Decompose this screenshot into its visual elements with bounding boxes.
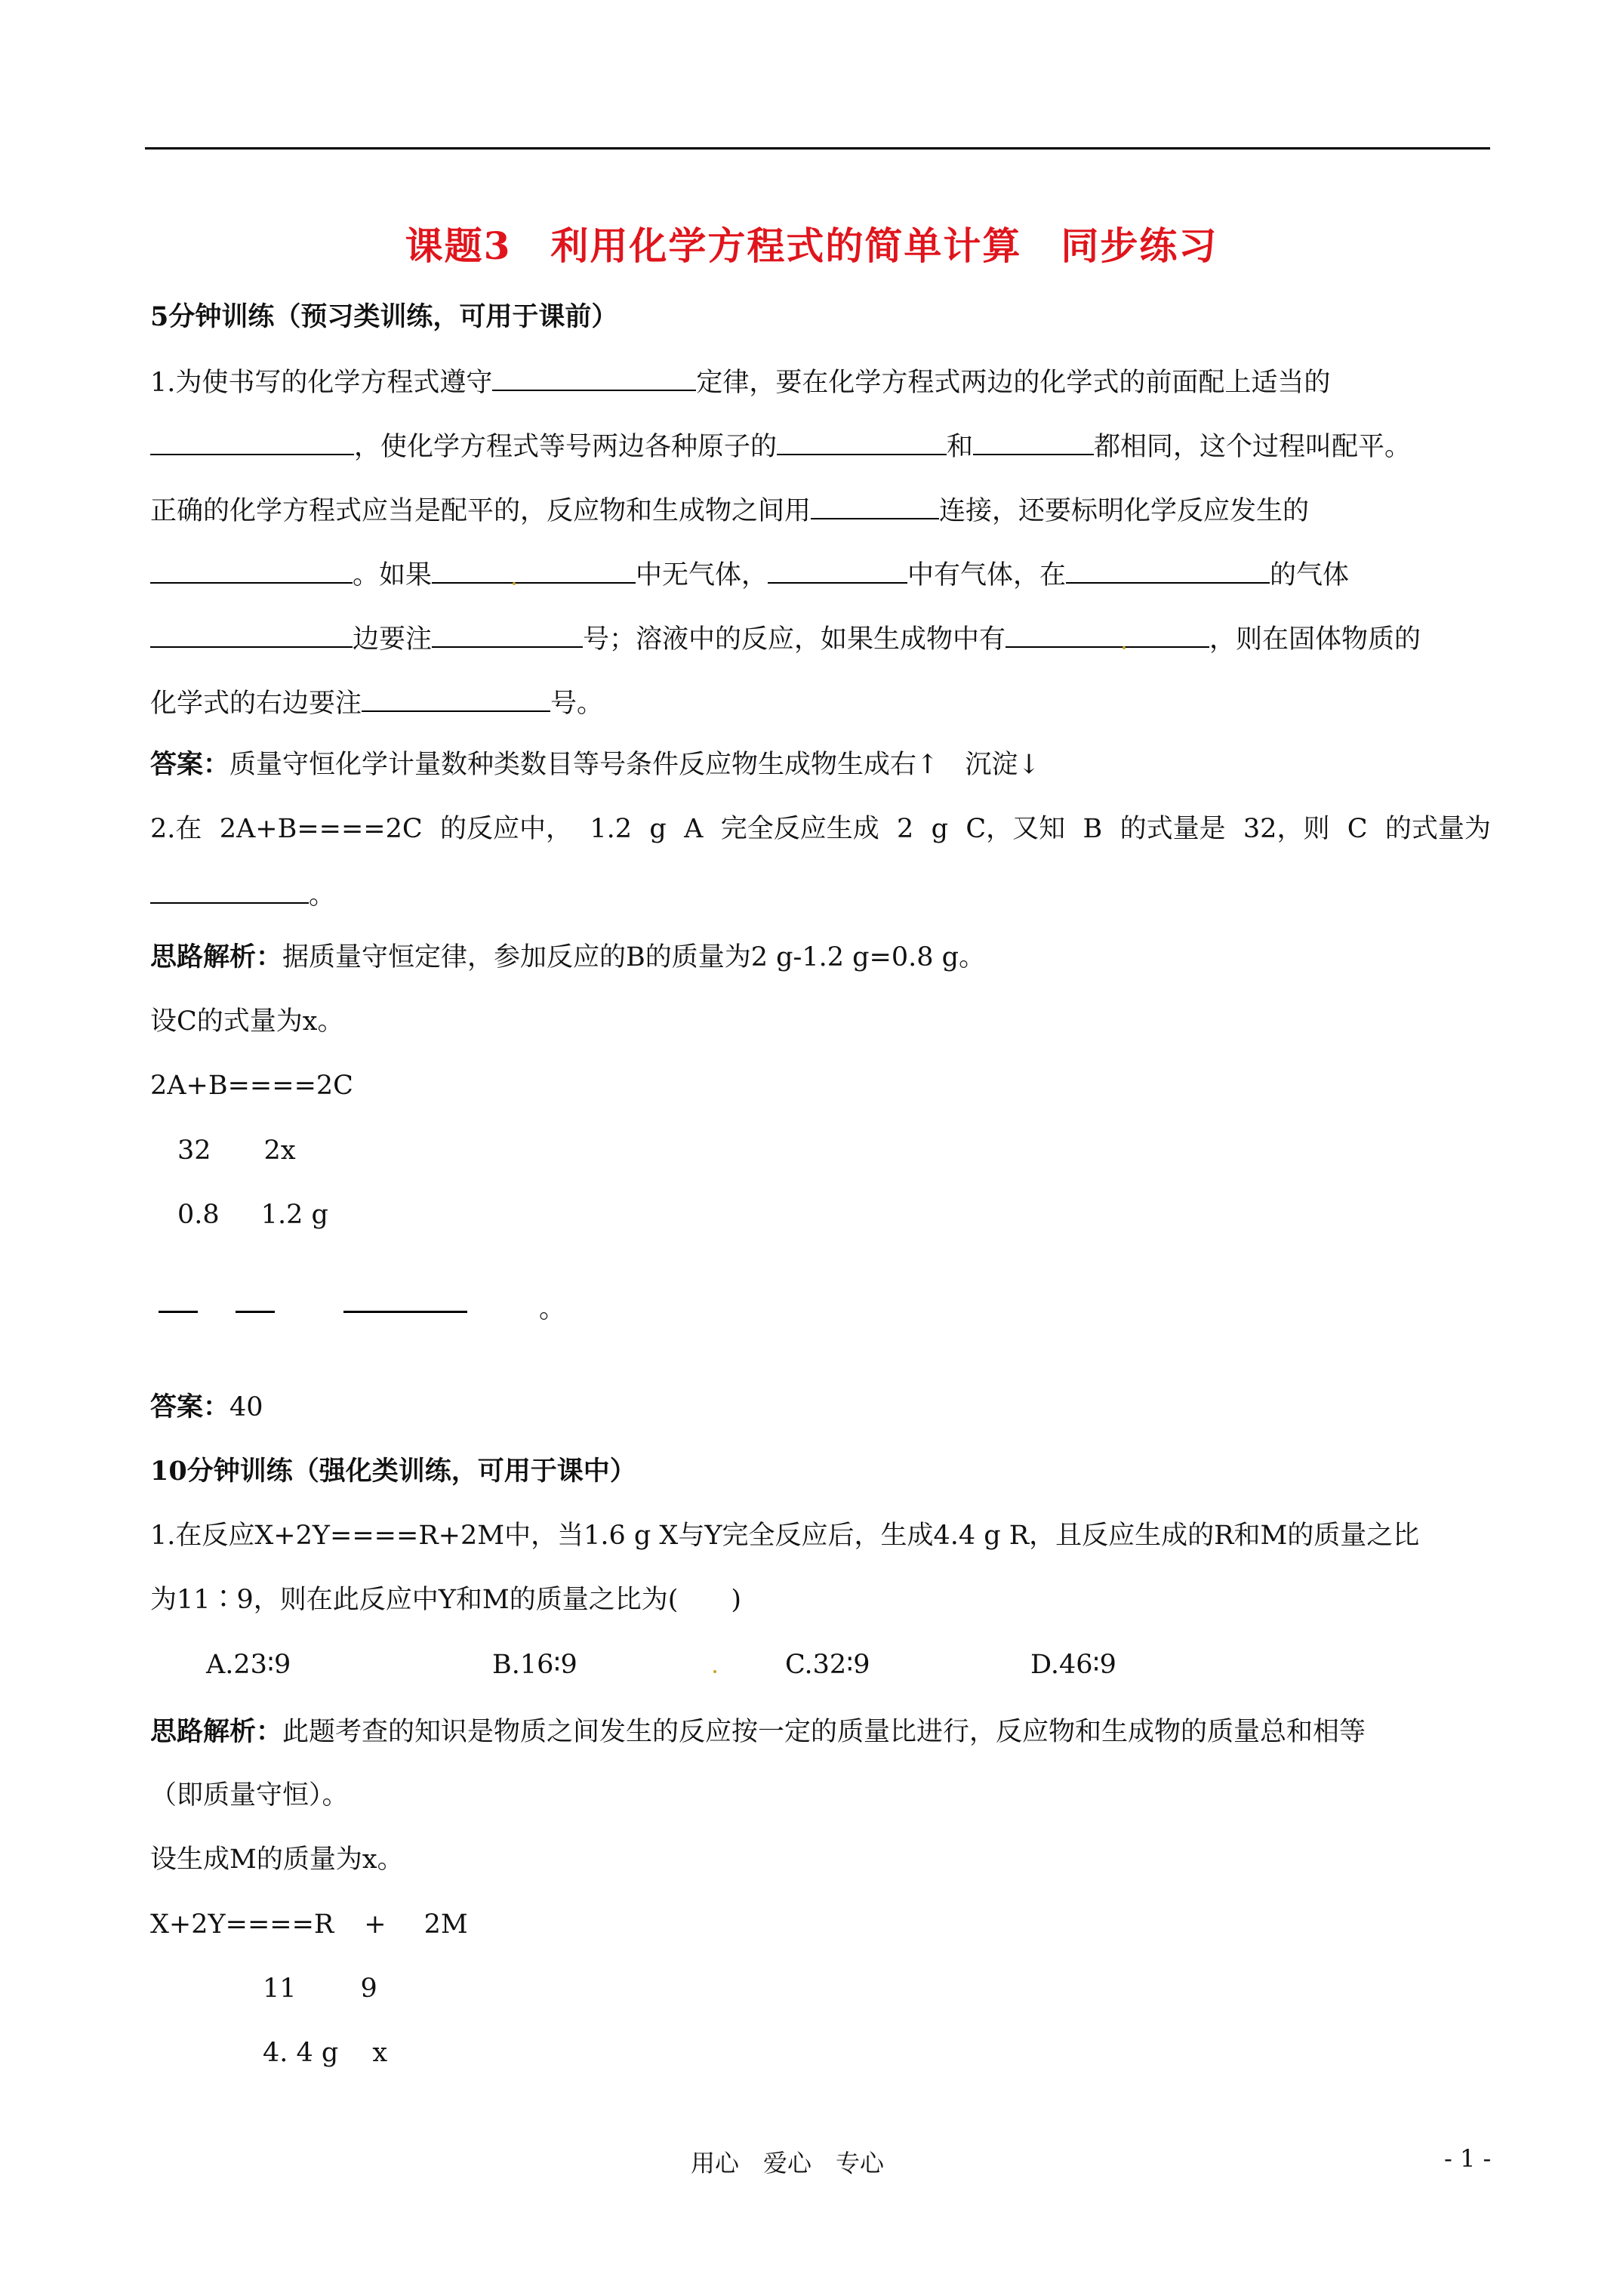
fraction-bar bbox=[343, 1311, 467, 1313]
ratio-value: 4. 4 g bbox=[263, 2038, 339, 2068]
answer-label: 答案： bbox=[150, 749, 230, 780]
blank bbox=[432, 621, 583, 648]
q1-text: 定律，要在化学方程式两边的化学式的前面配上适当的 bbox=[696, 368, 1331, 398]
q1-line-3 bbox=[150, 492, 1309, 528]
ratio-value: 2x bbox=[263, 1136, 296, 1166]
scan-speck bbox=[713, 1670, 716, 1673]
answer-text: 质量守恒化学计量数种类数目等号条件反应物生成物生成右↑ 沉淀↓ bbox=[229, 750, 1040, 780]
solution-3 bbox=[150, 1715, 1366, 1749]
scan-speck bbox=[513, 582, 516, 585]
q1-text: 号；溶液中的反应，如果生成物中有 bbox=[583, 624, 1006, 655]
choice-c: C.32∶9 bbox=[785, 1650, 870, 1680]
q1-text: 连接，还要标明化学反应发生的 bbox=[939, 496, 1310, 526]
q2-line-2 bbox=[150, 877, 335, 912]
q2-text: C bbox=[1347, 814, 1368, 844]
page-title: 课题3 利用化学方程式的简单计算 同步练习 bbox=[405, 223, 1218, 268]
q1-text: 都相同，这个过程叫配平。 bbox=[1094, 432, 1412, 462]
ratio-value: x bbox=[372, 2038, 388, 2068]
answer-text: 40 bbox=[229, 1392, 263, 1422]
section-heading-1: 5分钟训练（预习类训练，可用于课前） bbox=[150, 301, 618, 332]
blank bbox=[432, 556, 636, 584]
q2-text: 完全反应生成 bbox=[720, 814, 879, 844]
equation-3 bbox=[150, 1908, 468, 1941]
blank bbox=[1006, 621, 1209, 648]
q2-text: A bbox=[684, 814, 704, 844]
page-number: - 1 - bbox=[1444, 2144, 1492, 2173]
header-rule bbox=[145, 147, 1490, 149]
q1-line-2 bbox=[150, 428, 1411, 464]
footer-motto: 用心 爱心 专心 bbox=[691, 2149, 885, 2177]
solution-2-set: 设C的式量为x。 bbox=[150, 1006, 344, 1037]
q1-line-4 bbox=[150, 556, 1349, 592]
q2-text: 32，则 bbox=[1243, 814, 1330, 844]
solution-3-cont: （即质量守恒）。 bbox=[150, 1780, 349, 1811]
blank bbox=[1066, 556, 1270, 584]
choice-a: A.23∶9 bbox=[206, 1650, 291, 1680]
q2-text: 1.2 bbox=[590, 814, 633, 844]
ratio-value: 1.2 g bbox=[260, 1200, 328, 1230]
q2-text: 的式量是 bbox=[1119, 814, 1226, 844]
blank bbox=[811, 492, 939, 519]
ratio-value: 11 bbox=[263, 1974, 297, 2004]
ratio-value: 32 bbox=[177, 1136, 211, 1166]
q2-text: 2A+B====2C bbox=[219, 814, 423, 844]
blank bbox=[150, 877, 309, 904]
q3-line-2: 为11∶9，则在此反应中Y和M的质量之比为( ) bbox=[150, 1585, 742, 1615]
answer-1 bbox=[150, 748, 1040, 781]
q1-text: 边要注 bbox=[353, 624, 433, 655]
equation-text: + bbox=[364, 1909, 387, 1940]
solution-text: 此题考查的知识是物质之间发生的反应按一定的质量比进行，反应物和生成物的质量总和相等 bbox=[282, 1717, 1366, 1747]
equation-2-end: 。 bbox=[539, 1294, 566, 1324]
solution-text: 据质量守恒定律，参加反应的B的质量为2 g-1.2 g=0.8 g。 bbox=[282, 942, 986, 972]
q2-line-1 bbox=[150, 812, 1491, 846]
q2-text: 的式量为 bbox=[1384, 814, 1491, 844]
equation-text: X+2Y====R bbox=[150, 1909, 334, 1940]
ratio-value: 0.8 bbox=[177, 1200, 220, 1230]
equation-3-row-1 bbox=[263, 1972, 377, 2005]
q2-text: 。 bbox=[309, 880, 336, 911]
q1-text: 。如果 bbox=[353, 560, 433, 590]
q1-text: ，则在固体物质的 bbox=[1209, 624, 1421, 655]
q3-line-1: 1.在反应X+2Y====R+2M中，当1.6 g X与Y完全反应后，生成4.4 g R，且反应生成的R和M的质量之比 bbox=[150, 1521, 1420, 1551]
choice-d: D.46∶9 bbox=[1030, 1650, 1116, 1680]
q1-text: 中有气体，在 bbox=[907, 560, 1067, 590]
q1-line-5 bbox=[150, 621, 1421, 656]
answer-label: 答案： bbox=[150, 1391, 230, 1422]
equation-3-row-2 bbox=[263, 2036, 387, 2069]
scan-speck bbox=[1123, 646, 1126, 649]
q2-text: 2 bbox=[897, 814, 914, 844]
equation-2-row-2 bbox=[177, 1198, 328, 1231]
q2-text: 的反应中， bbox=[440, 814, 573, 844]
equation-text: 2M bbox=[423, 1909, 468, 1940]
solution-2 bbox=[150, 941, 985, 974]
q1-line-1 bbox=[150, 364, 1330, 399]
q2-text: B bbox=[1083, 814, 1103, 844]
blank bbox=[973, 428, 1094, 455]
q1-text: 和 bbox=[947, 432, 974, 462]
fraction-bar bbox=[236, 1311, 275, 1313]
q1-text: 中无气体， bbox=[636, 560, 768, 590]
q2-text: g bbox=[931, 814, 949, 844]
equation-2-row-1 bbox=[177, 1134, 296, 1167]
equation-2: 2A+B====2C bbox=[150, 1071, 353, 1101]
solution-3-set: 设生成M的质量为x。 bbox=[150, 1845, 404, 1875]
blank bbox=[777, 428, 947, 455]
blank bbox=[362, 685, 550, 712]
q2-text: 2.在 bbox=[150, 814, 202, 844]
blank bbox=[150, 556, 353, 584]
solution-label: 思路解析： bbox=[150, 942, 283, 972]
blank bbox=[492, 364, 696, 391]
q1-text: 的气体 bbox=[1270, 560, 1350, 590]
q1-text: 号。 bbox=[550, 689, 604, 719]
blank bbox=[150, 621, 353, 648]
fraction-bar bbox=[159, 1311, 198, 1313]
q1-text: 1.为使书写的化学方程式遵守 bbox=[150, 368, 493, 398]
q1-text: 正确的化学方程式应当是配平的，反应物和生成物之间用 bbox=[150, 496, 812, 526]
q1-text: 化学式的右边要注 bbox=[150, 689, 362, 719]
choice-b: B.16∶9 bbox=[492, 1650, 577, 1680]
answer-2 bbox=[150, 1391, 263, 1424]
q1-line-6 bbox=[150, 685, 603, 720]
q2-text: g bbox=[649, 814, 667, 844]
blank bbox=[768, 556, 907, 584]
solution-label: 思路解析： bbox=[150, 1716, 283, 1747]
blank bbox=[150, 428, 354, 455]
q1-text: ，使化学方程式等号两边各种原子的 bbox=[354, 432, 778, 462]
section-heading-2: 10分钟训练（强化类训练，可用于课中） bbox=[150, 1456, 636, 1487]
ratio-value: 9 bbox=[360, 1974, 377, 2004]
q2-text: C，又知 bbox=[965, 814, 1066, 844]
